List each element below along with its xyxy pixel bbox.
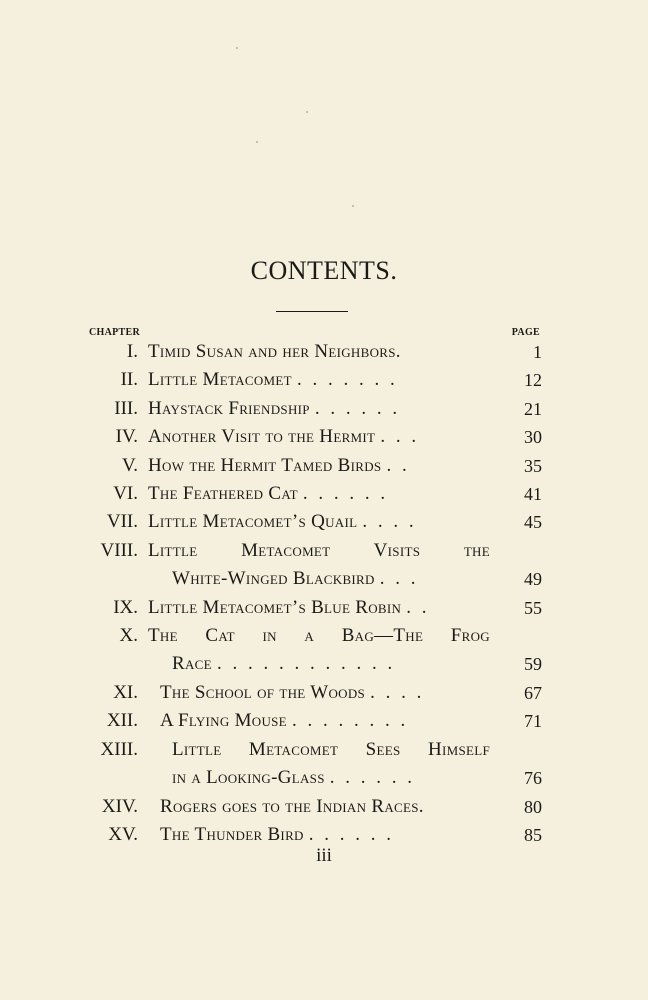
chapter-title: Little Metacomet . . . . . . . [148,369,398,390]
chapter-title: How the Hermit Tamed Birds . . [148,455,410,476]
chapter-title: Little Metacomet Sees Himself [172,739,490,760]
title-rule [276,311,348,312]
chapter-number: II. [120,369,138,390]
paper-speck [306,111,308,113]
page-number: 21 [524,399,542,419]
chapter-number: V. [121,455,138,476]
toc-entry-5 [0,453,648,479]
chapter-number: X. [119,625,138,646]
page-number: 71 [524,711,542,731]
page-number: 76 [524,768,542,788]
chapter-title: Little Metacomet Visits the [148,540,490,561]
paper-speck [256,141,258,143]
page-number: 35 [524,456,542,476]
toc-entry-6 [0,481,648,507]
toc-entry-12 [0,708,648,734]
toc-entry-1 [0,339,648,365]
chapter-number: III. [114,398,138,419]
toc-entry-13 [0,737,648,763]
page-number: 67 [524,683,542,703]
chapter-title: Little Metacomet’s Blue Robin . . [148,597,430,618]
chapter-title-continued: Race . . . . . . . . . . . . [172,653,396,674]
page-number: 85 [524,825,542,845]
page-number: 80 [524,797,542,817]
chapter-title: A Flying Mouse . . . . . . . . [160,710,409,731]
chapter-number: VII. [106,511,138,532]
toc-entry-14 [0,794,648,820]
page-number: 49 [524,569,542,589]
chapter-column-header: CHAPTER [89,327,140,338]
chapter-title: Another Visit to the Hermit . . . [148,426,420,447]
page-number: 55 [524,598,542,618]
chapter-number: XII. [106,710,138,731]
toc-entry-2 [0,367,648,393]
page-title: CONTENTS. [250,256,398,285]
paper-speck [236,47,238,49]
toc-entry-4 [0,424,648,450]
chapter-title: The Feathered Cat . . . . . . [148,483,389,504]
chapter-title: The Thunder Bird . . . . . . [160,824,395,845]
chapter-number: XIII. [100,739,138,760]
chapter-title: Rogers goes to the Indian Races. [160,796,424,817]
page-number: 41 [524,484,542,504]
page-number: 12 [524,370,542,390]
chapter-number: VIII. [100,540,138,561]
toc-entry-7 [0,509,648,535]
chapter-title-continued: in a Looking-Glass . . . . . . [172,767,416,788]
chapter-title: Timid Susan and her Neighbors. [148,341,401,362]
chapter-title: Little Metacomet’s Quail . . . . [148,511,417,532]
toc-entry-10-continued [0,651,648,677]
chapter-number: XI. [113,682,138,703]
toc-entry-10 [0,623,648,649]
chapter-number: XIV. [101,796,138,817]
chapter-title: The School of the Woods . . . . [160,682,425,703]
chapter-number: VI. [113,483,138,504]
toc-entry-13-continued [0,765,648,791]
chapter-title: Haystack Friendship . . . . . . [148,398,401,419]
toc-entry-8-continued [0,566,648,592]
toc-entry-9 [0,595,648,621]
page-number: 59 [524,654,542,674]
chapter-number: XV. [108,824,138,845]
toc-entry-11 [0,680,648,706]
chapter-number: I. [126,341,138,362]
chapter-title-continued: White-Winged Blackbird . . . [172,568,419,589]
page-number: 30 [524,427,542,447]
toc-entry-8 [0,538,648,564]
paper-speck [352,205,354,207]
page-number: 1 [533,342,542,362]
page-column-header: PAGE [511,327,540,338]
chapter-title: The Cat in a Bag—The Frog [148,625,490,646]
toc-entry-3 [0,396,648,422]
page-number: 45 [524,512,542,532]
chapter-number: IV. [115,426,138,447]
chapter-number: IX. [113,597,138,618]
page-folio: iii [316,845,332,866]
